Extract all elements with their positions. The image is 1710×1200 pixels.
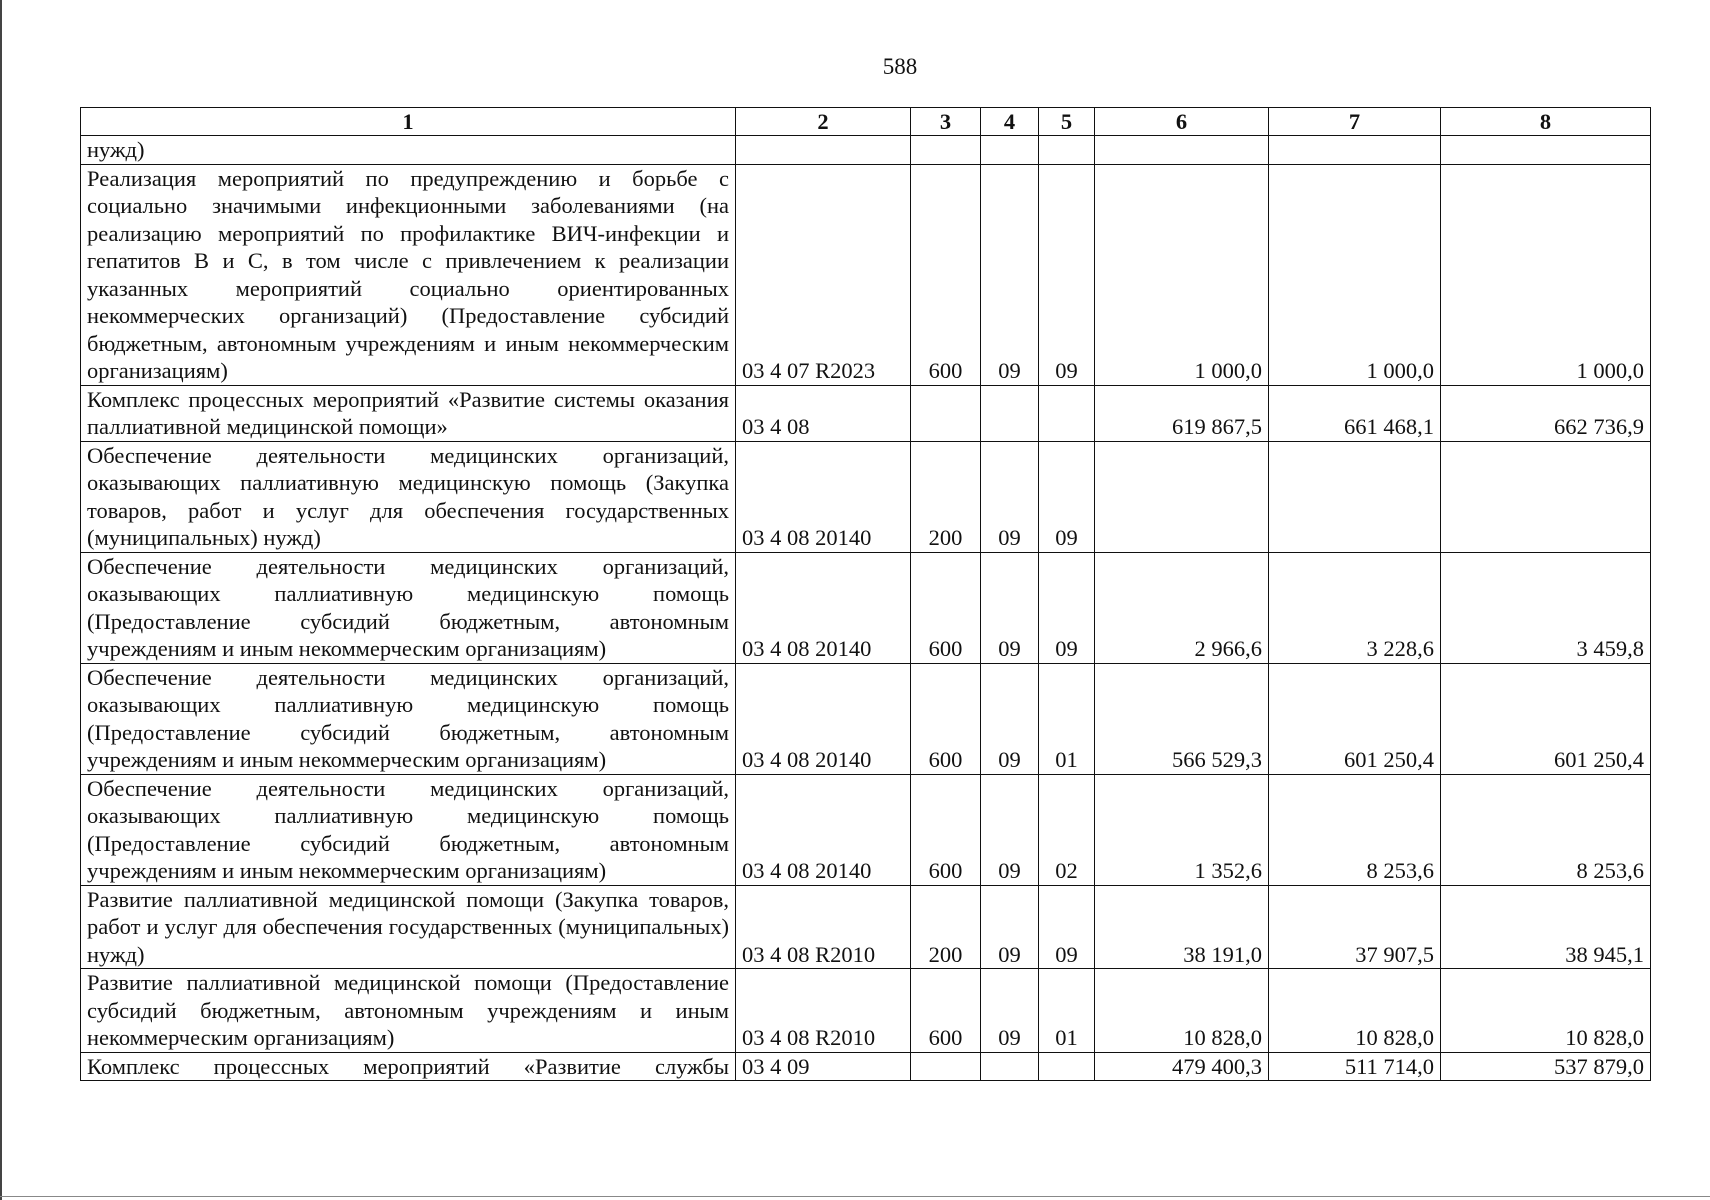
row-description: нужд)	[81, 136, 736, 165]
row-pr	[1039, 136, 1095, 165]
row-vr: 600	[911, 774, 981, 885]
row-description: Развитие паллиативной медицинской помощи (Закупка товаров, работ и услуг для обеспечения государственных (муниципальных) нужд)	[81, 885, 736, 969]
row-pr	[1039, 385, 1095, 441]
row-code: 03 4 08 20140	[736, 441, 911, 552]
row-amount-8: 10 828,0	[1441, 969, 1651, 1053]
row-amount-8: 38 945,1	[1441, 885, 1651, 969]
row-amount-7: 1 000,0	[1269, 164, 1441, 385]
row-rz: 09	[981, 441, 1039, 552]
row-pr: 01	[1039, 663, 1095, 774]
row-rz: 09	[981, 969, 1039, 1053]
row-amount-7: 511 714,0	[1269, 1052, 1441, 1081]
row-description: Комплекс процессных мероприятий «Развитие службы	[81, 1052, 736, 1081]
col-header: 5	[1039, 108, 1095, 136]
header-row	[81, 108, 1651, 136]
table-row	[81, 136, 1651, 165]
row-vr: 600	[911, 969, 981, 1053]
table-row	[81, 1052, 1651, 1081]
row-amount-6	[1095, 441, 1269, 552]
row-amount-6: 10 828,0	[1095, 969, 1269, 1053]
table-row	[81, 385, 1651, 441]
row-vr	[911, 385, 981, 441]
row-pr: 01	[1039, 969, 1095, 1053]
row-amount-8: 8 253,6	[1441, 774, 1651, 885]
row-amount-6: 2 966,6	[1095, 552, 1269, 663]
row-rz	[981, 385, 1039, 441]
row-description: Обеспечение деятельности медицинских организаций, оказывающих паллиативную медицинскую помощь (Закупка товаров, работ и услуг для обеспечения государственных (муниципальных) нужд)	[81, 441, 736, 552]
row-code: 03 4 08 R2010	[736, 969, 911, 1053]
table-row	[81, 885, 1651, 969]
row-pr: 09	[1039, 552, 1095, 663]
row-amount-8	[1441, 441, 1651, 552]
row-vr	[911, 1052, 981, 1081]
row-code: 03 4 07 R2023	[736, 164, 911, 385]
row-vr: 200	[911, 885, 981, 969]
row-amount-7: 3 228,6	[1269, 552, 1441, 663]
row-description: Обеспечение деятельности медицинских организаций, оказывающих паллиативную медицинскую помощь (Предоставление субсидий бюджетным, автономным учреждениям и иным некоммерческим организациям)	[81, 663, 736, 774]
row-amount-6: 479 400,3	[1095, 1052, 1269, 1081]
col-header: 7	[1269, 108, 1441, 136]
row-amount-7	[1269, 441, 1441, 552]
table-row	[81, 969, 1651, 1053]
row-pr	[1039, 1052, 1095, 1081]
row-rz: 09	[981, 164, 1039, 385]
col-header: 4	[981, 108, 1039, 136]
row-pr: 09	[1039, 885, 1095, 969]
scan-edge	[0, 0, 2, 1200]
page-number: 588	[882, 54, 918, 79]
row-amount-7: 8 253,6	[1269, 774, 1441, 885]
row-description: Обеспечение деятельности медицинских организаций, оказывающих паллиативную медицинскую помощь (Предоставление субсидий бюджетным, автономным учреждениям и иным некоммерческим организациям)	[81, 552, 736, 663]
row-amount-6: 1 000,0	[1095, 164, 1269, 385]
row-vr: 200	[911, 441, 981, 552]
row-code: 03 4 08 20140	[736, 774, 911, 885]
row-code	[736, 136, 911, 165]
row-amount-8: 537 879,0	[1441, 1052, 1651, 1081]
row-amount-7: 601 250,4	[1269, 663, 1441, 774]
scan-edge-bottom	[0, 1196, 1710, 1197]
row-rz: 09	[981, 552, 1039, 663]
row-amount-8: 3 459,8	[1441, 552, 1651, 663]
col-header: 2	[736, 108, 911, 136]
row-amount-7: 661 468,1	[1269, 385, 1441, 441]
row-pr: 09	[1039, 441, 1095, 552]
row-code: 03 4 08 R2010	[736, 885, 911, 969]
budget-table	[80, 107, 1651, 1081]
row-amount-6: 1 352,6	[1095, 774, 1269, 885]
row-rz: 09	[981, 774, 1039, 885]
row-vr: 600	[911, 164, 981, 385]
row-rz: 09	[981, 885, 1039, 969]
table-row	[81, 164, 1651, 385]
table-row	[81, 552, 1651, 663]
row-amount-8	[1441, 136, 1651, 165]
row-amount-7	[1269, 136, 1441, 165]
row-amount-6: 38 191,0	[1095, 885, 1269, 969]
row-rz	[981, 1052, 1039, 1081]
row-rz: 09	[981, 663, 1039, 774]
row-amount-6: 566 529,3	[1095, 663, 1269, 774]
table-row	[81, 774, 1651, 885]
row-amount-7: 10 828,0	[1269, 969, 1441, 1053]
row-amount-7: 37 907,5	[1269, 885, 1441, 969]
row-amount-6	[1095, 136, 1269, 165]
row-vr: 600	[911, 663, 981, 774]
row-description: Реализация мероприятий по предупреждению и борьбе с социально значимыми инфекционными заболеваниями (на реализацию мероприятий по профилактике ВИЧ-инфекции и гепатитов В и С, в том числе с привлечением к реализации указанных мероприятий социально ориентированных некоммерческих организаций) (Предоставление субсидий бюджетным, автономным учреждениям и иным некоммерческим организациям)	[81, 164, 736, 385]
row-code: 03 4 08 20140	[736, 552, 911, 663]
row-code: 03 4 08	[736, 385, 911, 441]
row-code: 03 4 09	[736, 1052, 911, 1081]
row-description: Комплекс процессных мероприятий «Развитие системы оказания паллиативной медицинской помощи»	[81, 385, 736, 441]
row-rz	[981, 136, 1039, 165]
row-amount-6: 619 867,5	[1095, 385, 1269, 441]
row-description: Развитие паллиативной медицинской помощи (Предоставление субсидий бюджетным, автономным учреждениям и иным некоммерческим организациям)	[81, 969, 736, 1053]
col-header: 6	[1095, 108, 1269, 136]
row-code: 03 4 08 20140	[736, 663, 911, 774]
row-vr	[911, 136, 981, 165]
row-description: Обеспечение деятельности медицинских организаций, оказывающих паллиативную медицинскую помощь (Предоставление субсидий бюджетным, автономным учреждениям и иным некоммерческим организациям)	[81, 774, 736, 885]
row-pr: 09	[1039, 164, 1095, 385]
col-header: 8	[1441, 108, 1651, 136]
row-amount-8: 601 250,4	[1441, 663, 1651, 774]
row-amount-8: 662 736,9	[1441, 385, 1651, 441]
col-header: 3	[911, 108, 981, 136]
row-vr: 600	[911, 552, 981, 663]
table-row	[81, 663, 1651, 774]
row-amount-8: 1 000,0	[1441, 164, 1651, 385]
col-header: 1	[81, 108, 736, 136]
row-pr: 02	[1039, 774, 1095, 885]
table-row	[81, 441, 1651, 552]
